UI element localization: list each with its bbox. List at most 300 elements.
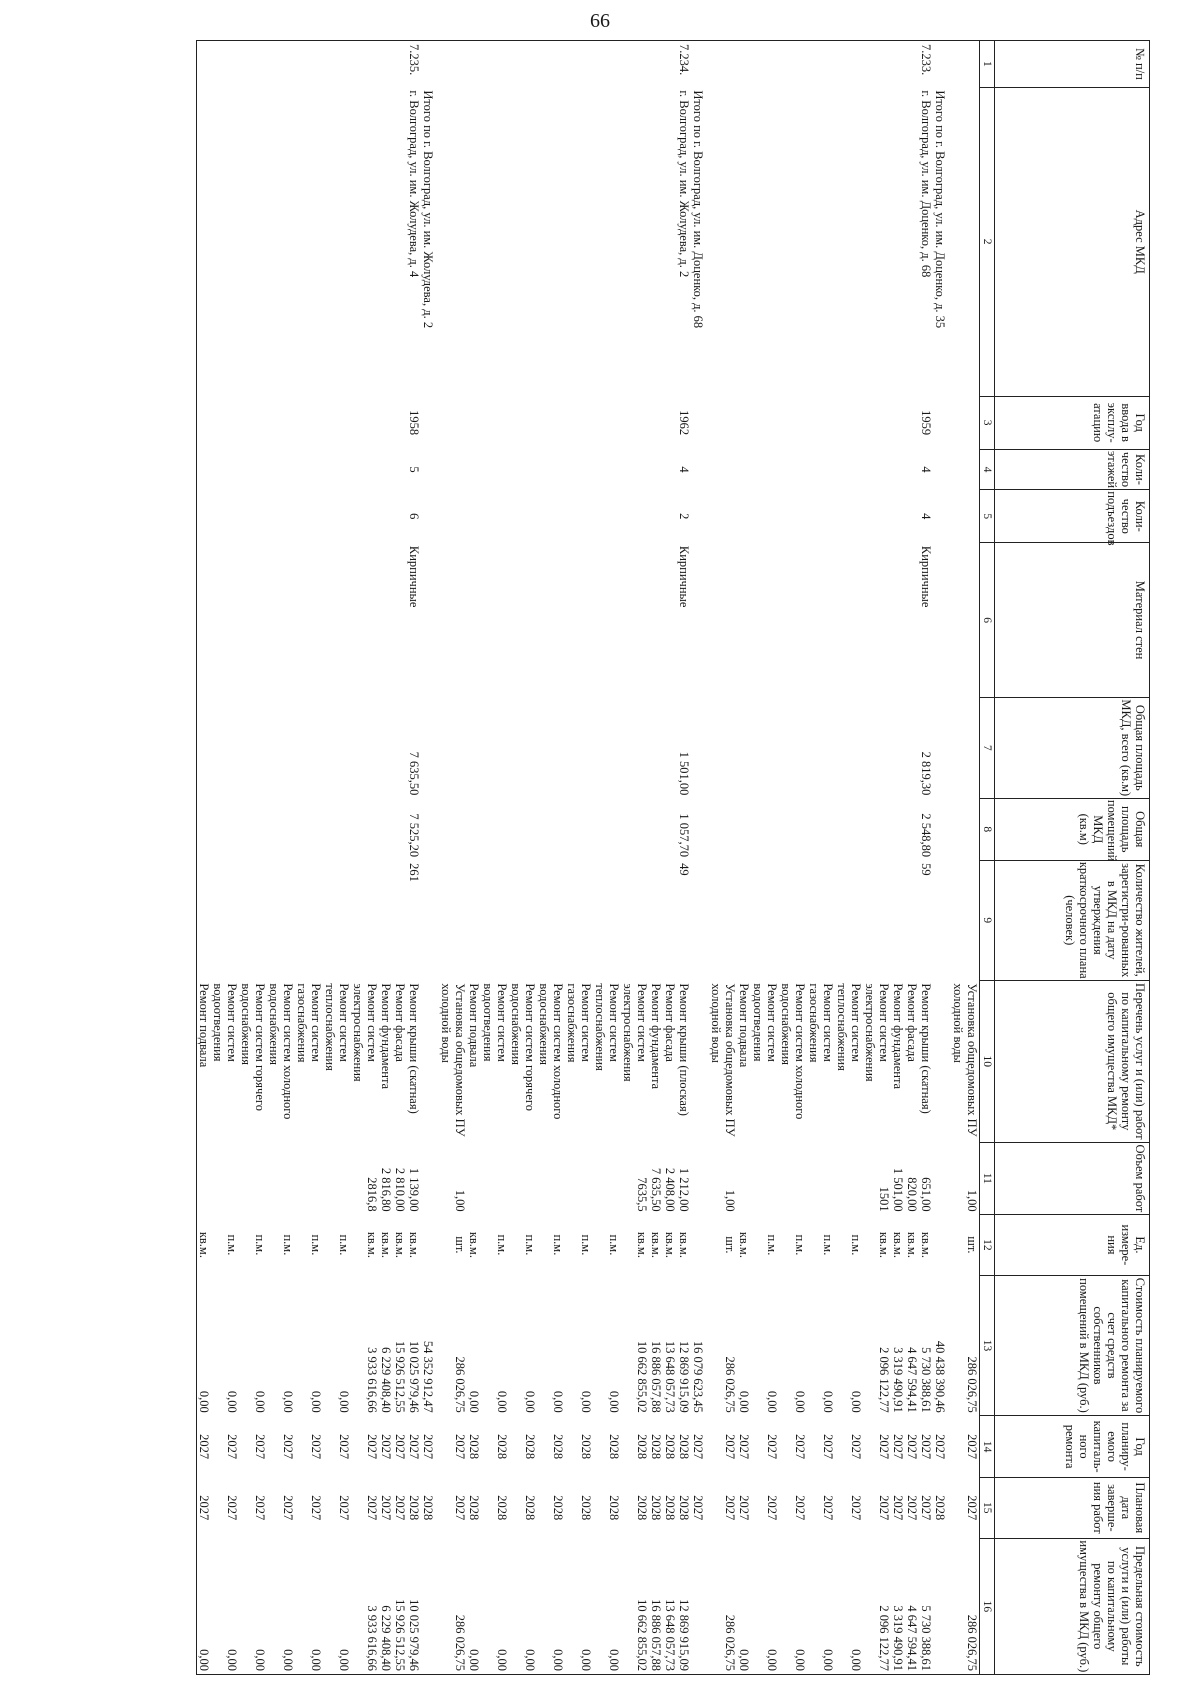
cell-col-12: шт.: [965, 1236, 979, 1254]
cell-col-1: [621, 41, 649, 88]
cell-col-2: [323, 87, 351, 396]
col-header-entrances: Коли-чество подъездов: [995, 490, 1150, 543]
cell-col-3: [709, 396, 737, 449]
cell-col-14: 2027: [197, 1434, 211, 1460]
rotated-table-container: [45, 40, 1150, 1675]
cell-col-3: [393, 396, 407, 449]
cell-col-5: 2: [677, 513, 691, 520]
cell-col-10: Ремонт систем холодного водоснабжения: [267, 983, 295, 1120]
cell-col-8: [421, 798, 439, 860]
cell-col-6: [565, 543, 593, 697]
cell-col-9: [379, 860, 393, 980]
cell-col-12: п.м.: [337, 1234, 351, 1256]
cell-col-13: 0,00: [579, 1390, 593, 1413]
cell-col-10: Ремонт систем теплоснабжения: [323, 983, 351, 1071]
cell-col-14: 2027: [877, 1434, 891, 1460]
cell-col-1: [779, 41, 807, 88]
cell-col-16: 12 869 915,09: [677, 1599, 691, 1671]
cell-col-3: [691, 396, 709, 449]
cell-col-11: [421, 1142, 439, 1214]
cell-col-1: [807, 41, 835, 88]
cell-col-16: 0,00: [523, 1649, 537, 1671]
table-row: [197, 41, 212, 1675]
cell-col-8: [891, 798, 905, 860]
cell-col-6: [351, 543, 379, 697]
cell-col-11: [537, 1142, 565, 1214]
cell-col-4: [481, 449, 509, 489]
cell-col-9: [393, 860, 407, 980]
cell-col-7: [951, 697, 980, 798]
cell-col-6: [379, 543, 393, 697]
cell-col-6: [393, 543, 407, 697]
cell-col-16: 6 229 408,40: [379, 1605, 393, 1671]
cell-col-15: 2027: [919, 1495, 933, 1521]
cell-col-8: [467, 798, 481, 860]
cell-col-2: [467, 87, 481, 396]
cell-col-13: 0,00: [253, 1390, 267, 1413]
cell-col-10: Ремонт систем газоснабжения: [807, 983, 835, 1063]
cell-col-9: [779, 860, 807, 980]
cell-col-14: 2028: [467, 1434, 481, 1460]
cell-col-14: 2027: [421, 1434, 435, 1460]
cell-col-5: [439, 490, 467, 543]
cell-col-1: [737, 41, 751, 88]
cell-col-13: 0,00: [523, 1390, 537, 1413]
col-header-repair-year: Год планиру-емого капиталь-ного ремонта: [995, 1416, 1150, 1478]
cell-col-14: 2027: [849, 1434, 863, 1460]
cell-col-5: [807, 490, 835, 543]
cell-col-11: [933, 1142, 951, 1214]
cell-col-12: п.м.: [849, 1234, 863, 1256]
cell-col-6: [509, 543, 537, 697]
table-row: [621, 41, 649, 1675]
cell-col-14: 2027: [309, 1434, 323, 1460]
cell-col-10: Ремонт систем теплоснабжения: [835, 983, 863, 1071]
cell-col-4: [467, 449, 481, 489]
cell-col-13: 0,00: [495, 1390, 509, 1413]
cell-col-13: 54 352 912,47: [421, 1340, 435, 1413]
cell-col-2: [905, 87, 919, 396]
cell-col-7: [421, 697, 439, 798]
cell-col-12: п.м.: [281, 1234, 295, 1256]
cell-col-9: [951, 860, 980, 980]
cell-col-12: п.м.: [523, 1234, 537, 1256]
cell-col-11: 1 212,00: [677, 1167, 691, 1212]
cell-col-7: 2 819,30: [919, 751, 933, 796]
cell-col-6: [467, 543, 481, 697]
table-row: [677, 41, 691, 1675]
cell-col-13: 12 869 915,09: [677, 1340, 691, 1413]
cell-col-2: Итого по г. Волгоград, ул. им. Жолудева, д. 2: [421, 90, 435, 329]
cell-col-14: 2027: [407, 1434, 421, 1460]
cell-col-1: [393, 41, 407, 88]
cell-col-16: 0,00: [197, 1649, 211, 1671]
cell-col-14: 2028: [635, 1434, 649, 1460]
cell-col-11: [565, 1142, 593, 1214]
cell-col-3: [537, 396, 565, 449]
cell-col-4: [537, 449, 565, 489]
cell-col-3: [509, 396, 537, 449]
cell-col-10: Ремонт систем горячего водоснабжения: [509, 983, 537, 1111]
col-header-completion-date: Плановая дата заверше-ния работ: [995, 1477, 1150, 1538]
cell-col-8: [379, 798, 393, 860]
table-row: [891, 41, 905, 1675]
cell-col-16: 10 025 979,46: [407, 1599, 421, 1671]
cell-col-3: [835, 396, 863, 449]
cell-col-1: [211, 41, 239, 88]
cell-col-7: [211, 697, 239, 798]
cell-col-15: 2028: [579, 1495, 593, 1521]
cell-col-3: [905, 396, 919, 449]
cell-col-11: 2 408,00: [663, 1167, 677, 1212]
cell-col-15: 2028: [495, 1495, 509, 1521]
cell-col-6: Кирпичные: [407, 545, 421, 608]
cell-col-14: 2027: [905, 1434, 919, 1460]
cell-col-9: 49: [677, 863, 691, 876]
cell-col-9: [537, 860, 565, 980]
cell-col-10: Ремонт подвала: [197, 983, 211, 1068]
cell-col-12: п.м.: [607, 1234, 621, 1256]
cell-col-16: [933, 1538, 951, 1674]
cell-col-12: кв.м.: [407, 1231, 421, 1258]
cell-col-12: шт.: [453, 1236, 467, 1254]
cell-col-6: [891, 543, 905, 697]
col-num: 16: [980, 1538, 995, 1674]
cell-col-12: п.м.: [821, 1234, 835, 1256]
cell-col-14: 2028: [677, 1434, 691, 1460]
cell-col-2: [709, 87, 737, 396]
cell-col-6: [621, 543, 649, 697]
cell-col-14: 2027: [933, 1434, 947, 1460]
cell-col-15: 2027: [793, 1495, 807, 1521]
cell-col-1: [467, 41, 481, 88]
cell-col-11: [267, 1142, 295, 1214]
column-number-row: [980, 41, 995, 1675]
cell-col-12: п.м.: [765, 1234, 779, 1256]
cell-col-1: [379, 41, 393, 88]
cell-col-10: Ремонт крыши (скатная): [919, 983, 933, 1114]
cell-col-10: [421, 980, 439, 1142]
cell-col-7: [379, 697, 393, 798]
cell-col-4: [565, 449, 593, 489]
cell-col-11: [295, 1142, 323, 1214]
col-header-max-cost: Предельная стоимость услуги и (или) работы по капитальному ремонту общего имущества в МКД (руб.): [995, 1538, 1150, 1674]
cell-col-6: [779, 543, 807, 697]
cell-col-5: [379, 490, 393, 543]
cell-col-6: [421, 543, 439, 697]
cell-col-6: [197, 543, 212, 697]
col-header-cost: Стоимость планируемого капитального ремонта за счет средств собственников помещений в МКД (руб.): [995, 1275, 1150, 1416]
cell-col-4: [891, 449, 905, 489]
cell-col-1: [951, 41, 980, 88]
cell-col-8: [439, 798, 467, 860]
cell-col-11: [779, 1142, 807, 1214]
cell-col-5: [239, 490, 267, 543]
table-row: [379, 41, 393, 1675]
cell-col-6: [481, 543, 509, 697]
cell-col-7: [835, 697, 863, 798]
cell-col-16: 286 026,75: [965, 1614, 979, 1671]
cell-col-11: 1501: [877, 1186, 891, 1212]
cell-col-1: [439, 41, 467, 88]
cell-col-10: Ремонт фасада: [663, 983, 677, 1062]
cell-col-10: Ремонт систем электроснабжения: [351, 983, 379, 1082]
cell-col-5: [565, 490, 593, 543]
table-row: [905, 41, 919, 1675]
cell-col-15: 2027: [905, 1495, 919, 1521]
cell-col-6: [807, 543, 835, 697]
cell-col-13: 40 438 390,46: [933, 1340, 947, 1413]
cell-col-5: [467, 490, 481, 543]
cell-col-3: [351, 396, 379, 449]
cell-col-2: [351, 87, 379, 396]
cell-col-14: 2027: [965, 1434, 979, 1460]
cell-col-11: [751, 1142, 779, 1214]
total-row: [933, 41, 951, 1675]
cell-col-2: г. Волгоград, ул. им. Жолудева, д. 2: [677, 90, 691, 278]
col-num: 7: [980, 697, 995, 798]
cell-col-16: 0,00: [309, 1649, 323, 1671]
cell-col-3: [751, 396, 779, 449]
cell-col-12: п.м.: [495, 1234, 509, 1256]
cell-col-15: 2027: [393, 1495, 407, 1521]
cell-col-14: 2027: [765, 1434, 779, 1460]
cell-col-4: [649, 449, 663, 489]
cell-col-15: 2027: [965, 1495, 979, 1521]
cell-col-16: 10 662 855,02: [635, 1599, 649, 1671]
cell-col-16: 0,00: [821, 1649, 835, 1671]
cell-col-3: [951, 396, 980, 449]
cell-col-2: [951, 87, 980, 396]
table-row: [323, 41, 351, 1675]
cell-col-10: Ремонт систем водоотведения: [751, 983, 779, 1062]
cell-col-13: 16 886 057,88: [649, 1340, 663, 1413]
cell-col-3: [649, 396, 663, 449]
cell-col-8: [737, 798, 751, 860]
cell-col-9: [197, 860, 212, 980]
cell-col-2: [621, 87, 649, 396]
cell-col-2: Итого по г. Волгоград, ул. им. Доценко, д. 68: [691, 90, 705, 329]
col-header-premises-area: Общая площадь помещений МКД (кв.м): [995, 798, 1150, 860]
col-num: 4: [980, 449, 995, 489]
cell-col-1: 7.234.: [677, 44, 691, 76]
cell-col-10: Ремонт систем холодного водоснабжения: [779, 983, 807, 1120]
cell-col-10: [933, 980, 951, 1142]
cell-col-6: Кирпичные: [677, 545, 691, 608]
cell-col-2: [481, 87, 509, 396]
cell-col-14: 2028: [649, 1434, 663, 1460]
cell-col-8: [933, 798, 951, 860]
cell-col-5: [351, 490, 379, 543]
cell-col-10: Ремонт фундамента: [379, 983, 393, 1090]
cell-col-13: 0,00: [821, 1390, 835, 1413]
cell-col-2: [537, 87, 565, 396]
cell-col-13: 0,00: [337, 1390, 351, 1413]
cell-col-9: [351, 860, 379, 980]
cell-col-16: 0,00: [607, 1649, 621, 1671]
cell-col-3: [467, 396, 481, 449]
cell-col-9: [509, 860, 537, 980]
cell-col-9: [467, 860, 481, 980]
cell-col-13: 3 319 490,91: [891, 1347, 905, 1413]
cell-col-7: [295, 697, 323, 798]
cell-col-11: 1,00: [723, 1189, 737, 1212]
cell-col-5: [393, 490, 407, 543]
cell-col-12: п.м.: [253, 1234, 267, 1256]
cell-col-11: 1,00: [453, 1189, 467, 1212]
table-row: [807, 41, 835, 1675]
cell-col-1: [537, 41, 565, 88]
cell-col-8: [593, 798, 621, 860]
cell-col-10: Ремонт систем газоснабжения: [565, 983, 593, 1063]
cell-col-14: 2027: [337, 1434, 351, 1460]
cell-col-12: п.м.: [225, 1234, 239, 1256]
cell-col-1: [509, 41, 537, 88]
cell-col-8: [197, 798, 212, 860]
cell-col-9: [709, 860, 737, 980]
cell-col-9: [211, 860, 239, 980]
cell-col-5: [663, 490, 677, 543]
cell-col-15: 2027: [849, 1495, 863, 1521]
table-row: [951, 41, 980, 1675]
cell-col-15: 2027: [379, 1495, 393, 1521]
cell-col-10: Установка общедомовых ПУ холодной воды: [951, 983, 979, 1137]
cell-col-11: 1 139,00: [407, 1167, 421, 1212]
cell-col-15: 2027: [765, 1495, 779, 1521]
cell-col-2: г. Волгоград, ул. им. Доценко, д. 68: [919, 90, 933, 278]
cell-col-8: 7 525,20: [407, 813, 421, 858]
cell-col-1: [649, 41, 663, 88]
cell-col-4: [211, 449, 239, 489]
cell-col-10: Ремонт систем электроснабжения: [621, 983, 649, 1082]
cell-col-1: [835, 41, 863, 88]
cell-col-12: п.м.: [551, 1234, 565, 1256]
cell-col-4: 4: [919, 466, 933, 473]
cell-col-11: [211, 1142, 239, 1214]
cell-col-3: [807, 396, 835, 449]
table-row: [737, 41, 751, 1675]
cell-col-3: [779, 396, 807, 449]
cell-col-15: 2027: [891, 1495, 905, 1521]
cell-col-10: Ремонт крыши (плоская): [677, 983, 691, 1116]
cell-col-16: 0,00: [793, 1649, 807, 1671]
cell-col-7: [393, 697, 407, 798]
cell-col-2: Итого по г. Волгоград, ул. им. Доценко, д. 35: [933, 90, 947, 329]
cell-col-7: [751, 697, 779, 798]
cell-col-11: [835, 1142, 863, 1214]
cell-col-11: [737, 1142, 751, 1214]
table-row: [393, 41, 407, 1675]
col-header-year: Год ввода в эксплу-атацию: [995, 396, 1150, 449]
cell-col-16: 0,00: [579, 1649, 593, 1671]
cell-col-3: [239, 396, 267, 449]
cell-col-6: [439, 543, 467, 697]
cell-col-11: [593, 1142, 621, 1214]
cell-col-3: [621, 396, 649, 449]
cell-col-15: 2027: [309, 1495, 323, 1521]
cell-col-12: [933, 1215, 951, 1276]
cell-col-3: [379, 396, 393, 449]
cell-col-14: 2027: [365, 1434, 379, 1460]
cell-col-5: [835, 490, 863, 543]
cell-col-9: [621, 860, 649, 980]
cell-col-16: 0,00: [495, 1649, 509, 1671]
cell-col-14: 2027: [723, 1434, 737, 1460]
cell-col-13: 10 662 855,02: [635, 1340, 649, 1413]
cell-col-16: 0,00: [281, 1649, 295, 1671]
cell-col-9: 261: [407, 863, 421, 882]
cell-col-9: [649, 860, 663, 980]
cell-col-6: [905, 543, 919, 697]
cell-col-1: [933, 41, 951, 88]
cell-col-4: [933, 449, 951, 489]
cell-col-9: [691, 860, 709, 980]
cell-col-7: [709, 697, 737, 798]
cell-col-11: 7 635,50: [649, 1167, 663, 1212]
cell-col-6: [593, 543, 621, 697]
cell-col-2: [239, 87, 267, 396]
cell-col-14: 2027: [281, 1434, 295, 1460]
col-num: 2: [980, 87, 995, 396]
cell-col-13: 0,00: [849, 1390, 863, 1413]
cell-col-2: [737, 87, 751, 396]
cell-col-15: 2027: [281, 1495, 295, 1521]
cell-col-9: [835, 860, 863, 980]
capital-repair-plan-table: [196, 40, 1150, 1675]
col-header-works-list: Перечень услуг и (или) работ по капитальному ремонту общего имущества МКД*: [995, 980, 1150, 1142]
cell-col-16: 15 926 512,55: [393, 1599, 407, 1671]
cell-col-9: [439, 860, 467, 980]
cell-col-12: п.м.: [309, 1234, 323, 1256]
cell-col-5: [737, 490, 751, 543]
cell-col-11: [467, 1142, 481, 1214]
cell-col-2: [663, 87, 677, 396]
cell-col-8: [649, 798, 663, 860]
cell-col-5: [751, 490, 779, 543]
cell-col-12: шт.: [723, 1236, 737, 1254]
cell-col-4: [393, 449, 407, 489]
cell-col-13: 16 079 623,45: [691, 1340, 705, 1413]
cell-col-14: 2028: [523, 1434, 537, 1460]
cell-col-8: [709, 798, 737, 860]
cell-col-2: [891, 87, 905, 396]
cell-col-8: [323, 798, 351, 860]
cell-col-1: 7.235.: [407, 44, 421, 76]
cell-col-11: 820,00: [905, 1177, 919, 1212]
table-row: [863, 41, 891, 1675]
cell-col-13: 286 026,75: [965, 1356, 979, 1413]
cell-col-15: 2027: [225, 1495, 239, 1521]
cell-col-14: 2027: [821, 1434, 835, 1460]
cell-col-10: Ремонт подвала: [467, 983, 481, 1068]
cell-col-16: 0,00: [849, 1649, 863, 1671]
cell-col-15: 2027: [723, 1495, 737, 1521]
cell-col-13: 286 026,75: [723, 1356, 737, 1413]
cell-col-15: 2028: [677, 1495, 691, 1521]
cell-col-3: [197, 396, 212, 449]
cell-col-5: [891, 490, 905, 543]
cell-col-8: [295, 798, 323, 860]
cell-col-5: [933, 490, 951, 543]
cell-col-9: [565, 860, 593, 980]
cell-col-6: [835, 543, 863, 697]
cell-col-6: [323, 543, 351, 697]
cell-col-2: г. Волгоград, ул. им. Жолудева, д. 4: [407, 90, 421, 278]
cell-col-10: Ремонт крыши (скатная): [407, 983, 421, 1114]
cell-col-7: [663, 697, 677, 798]
cell-col-6: [737, 543, 751, 697]
cell-col-14: 2028: [495, 1434, 509, 1460]
